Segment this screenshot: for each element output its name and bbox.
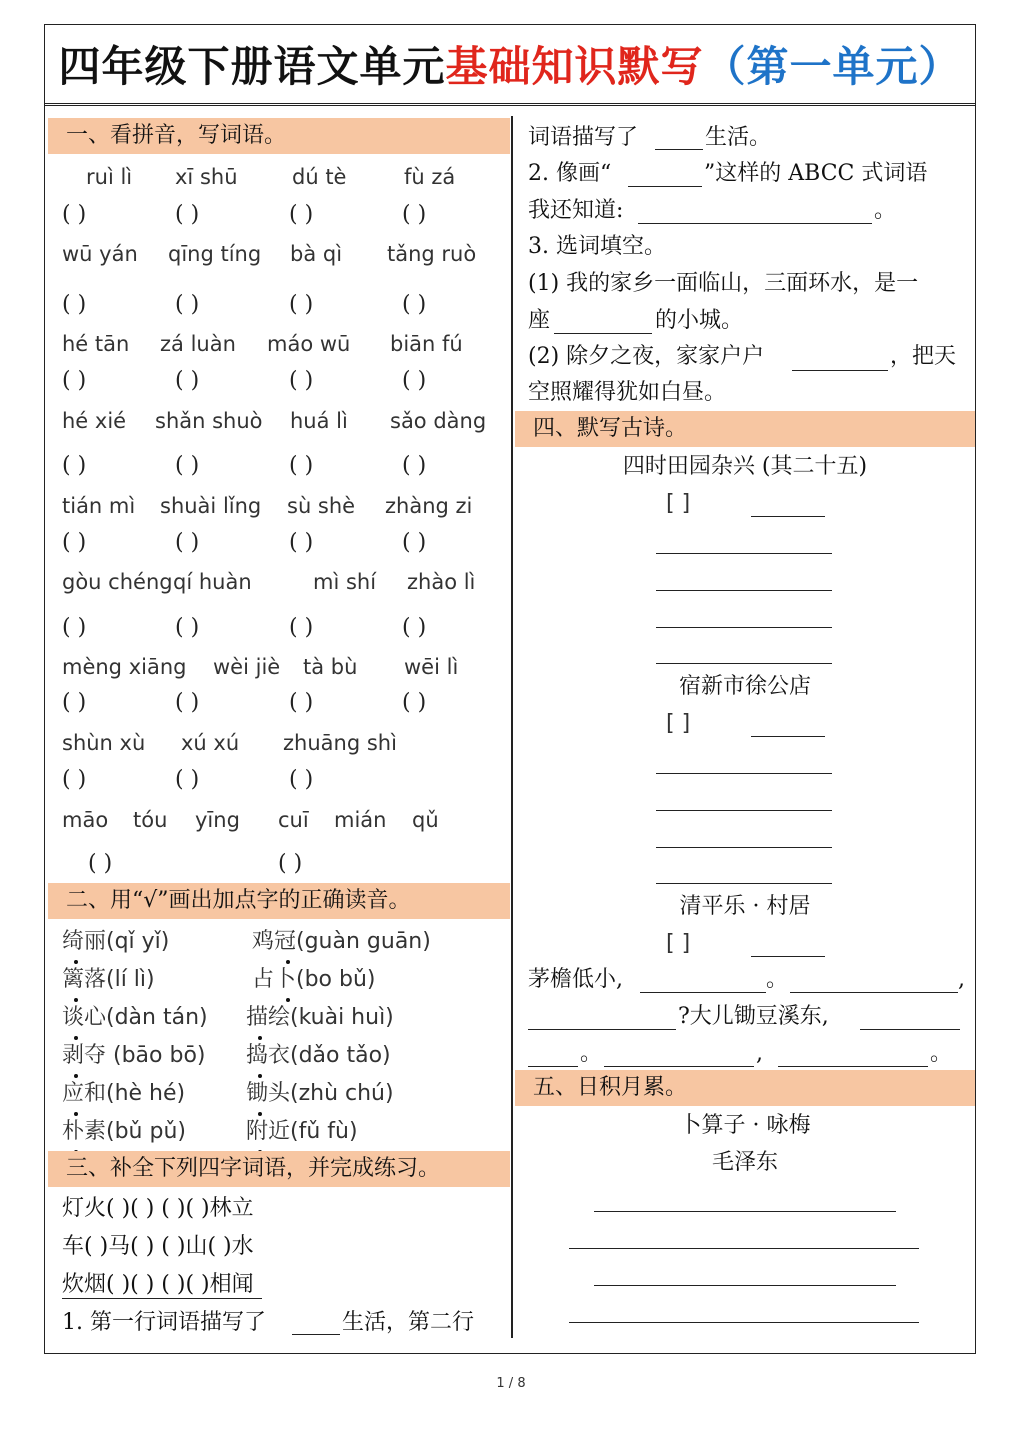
question-3-1-text-c: 的小城。: [655, 308, 744, 333]
section-5-heading: 五、日积月累。: [515, 1070, 975, 1106]
blank-line[interactable]: [656, 553, 832, 554]
pinyin-label: sù shè: [287, 494, 356, 518]
title-part-3: （第一单元）: [703, 41, 962, 91]
poem-4-title: 卜算子 · 咏梅: [679, 1113, 811, 1138]
pinyin-label: wū yán: [62, 242, 138, 266]
blank-line[interactable]: [751, 516, 825, 517]
idiom-row-1: 灯火( )( ) ( )( )林立: [62, 1196, 254, 1221]
pinyin-label: wēi lì: [404, 655, 459, 679]
pronunciation-item: 描绘(kuài huì): [246, 1005, 394, 1030]
pinyin-label: shuài lǐng: [160, 494, 262, 518]
blank-line[interactable]: [292, 1334, 340, 1335]
pinyin-label: zhào lì: [407, 570, 476, 594]
question-2-text-a: 2. 像画“: [528, 161, 612, 186]
blank-line[interactable]: [656, 590, 832, 591]
pronunciation-item: 附近(fǔ fù): [246, 1119, 358, 1144]
emphasis-dot: [74, 998, 78, 1002]
blank-line[interactable]: [594, 1211, 896, 1212]
pronunciation-item: 朴素(bǔ pǔ): [62, 1119, 186, 1144]
answer-parentheses[interactable]: ( ): [175, 615, 200, 640]
answer-parentheses[interactable]: ( ): [62, 292, 87, 317]
pinyin-label: huá lì: [290, 409, 348, 433]
poem-1-title: 四时田园杂兴 (其二十五): [622, 454, 868, 479]
answer-parentheses[interactable]: ( ): [402, 690, 427, 715]
emphasis-dot: [286, 960, 290, 964]
answer-parentheses[interactable]: ( ): [289, 690, 314, 715]
answer-parentheses[interactable]: ( ): [62, 615, 87, 640]
answer-parentheses[interactable]: ( ): [175, 530, 200, 555]
pronunciation-item: 剥夺 (bāo bō): [62, 1043, 206, 1068]
answer-parentheses[interactable]: ( ): [175, 368, 200, 393]
pronunciation-item: 捣衣(dǎo tǎo): [246, 1043, 391, 1068]
emphasis-dot: [258, 1074, 262, 1078]
poem-4-author: 毛泽东: [711, 1150, 778, 1175]
pinyin-label: máo wū: [267, 332, 351, 356]
answer-parentheses[interactable]: ( ): [289, 368, 314, 393]
pinyin-label: dú tè: [292, 165, 347, 189]
answer-parentheses[interactable]: ( ): [62, 453, 87, 478]
blank-line[interactable]: [656, 663, 832, 664]
pinyin-label: tà bù: [303, 655, 358, 679]
pinyin-label: tián mì: [62, 494, 136, 518]
pinyin-label: māo: [62, 808, 109, 832]
pinyin-label: zá luàn: [160, 332, 236, 356]
answer-parentheses[interactable]: ( ): [175, 690, 200, 715]
pinyin-label: qīng tíng: [168, 242, 262, 266]
pinyin-label: tóu: [133, 808, 168, 832]
question-3-2-text-b: ，把天: [890, 344, 957, 369]
answer-parentheses[interactable]: ( ): [402, 530, 427, 555]
pinyin-label: fù zá: [404, 165, 456, 189]
blank-line[interactable]: [528, 1029, 676, 1030]
pinyin-label: mián: [334, 808, 387, 832]
section-2-heading: 二、用“√”画出加点字的正确读音。: [48, 883, 510, 919]
page-number: 1 / 8: [496, 1376, 526, 1391]
section-1-heading: 一、看拼音，写词语。: [48, 118, 510, 154]
question-2-text-b: ”这样的 ABCC 式词语: [704, 161, 928, 186]
question-2-text-d: 。: [874, 198, 897, 223]
answer-parentheses[interactable]: ( ): [175, 292, 200, 317]
pinyin-label: shǎn shuò: [155, 409, 263, 433]
pinyin-label: shùn xù: [62, 731, 146, 755]
answer-parentheses[interactable]: ( ): [289, 202, 314, 227]
question-1-text-d: 生活。: [705, 125, 772, 150]
blank-line[interactable]: [860, 1029, 960, 1030]
answer-parentheses[interactable]: ( ): [175, 767, 200, 792]
pronunciation-item: 绮丽(qǐ yǐ): [62, 929, 170, 954]
pinyin-label: tǎng ruò: [387, 242, 477, 266]
blank-line[interactable]: [656, 883, 832, 884]
pinyin-label: bà qì: [290, 242, 343, 266]
pronunciation-item: 应和(hè hé): [62, 1081, 186, 1106]
pinyin-label: ruì lì: [86, 165, 133, 189]
blank-line[interactable]: [790, 992, 958, 993]
pinyin-label: zhàng zi: [385, 494, 473, 518]
answer-parentheses[interactable]: ( ): [402, 368, 427, 393]
pinyin-label: yīng: [195, 808, 240, 832]
emphasis-dot: [74, 1036, 78, 1040]
answer-parentheses[interactable]: ( ): [62, 530, 87, 555]
blank-line[interactable]: [640, 992, 766, 993]
blank-line[interactable]: [638, 223, 872, 224]
answer-parentheses[interactable]: ( ): [62, 202, 87, 227]
author-bracket: [ ]: [666, 711, 691, 736]
poem-3-line-1-c: ,: [958, 967, 965, 992]
poem-3-line-1-a: 茅檐低小,: [528, 967, 623, 992]
author-bracket: [ ]: [666, 491, 691, 516]
question-3-1-text-a: (1) 我的家乡一面临山，三面环水，是一: [528, 271, 919, 296]
pinyin-label: qí huàn: [173, 570, 252, 594]
question-3-1-text-b: 座: [528, 308, 551, 333]
poem-2-title: 宿新市徐公店: [678, 674, 811, 699]
pinyin-label: xī shū: [175, 165, 238, 189]
answer-parentheses[interactable]: ( ): [402, 292, 427, 317]
answer-parentheses[interactable]: ( ): [289, 530, 314, 555]
poem-3-line-3-a: 。: [580, 1041, 603, 1066]
blank-line[interactable]: [655, 149, 703, 150]
idiom-row-2: 车( )马( ) ( )山( )水: [62, 1234, 254, 1259]
answer-parentheses[interactable]: ( ): [289, 453, 314, 478]
blank-line[interactable]: [554, 333, 652, 334]
column-divider: [511, 116, 513, 1338]
pinyin-label: gòu chéng: [62, 570, 173, 594]
answer-parentheses[interactable]: ( ): [278, 851, 303, 876]
answer-parentheses[interactable]: ( ): [175, 453, 200, 478]
blank-line[interactable]: [569, 1248, 919, 1249]
blank-line[interactable]: [628, 186, 702, 187]
pinyin-label: zhuāng shì: [283, 731, 397, 755]
blank-line[interactable]: [656, 773, 832, 774]
pinyin-label: sǎo dàng: [390, 409, 487, 433]
pinyin-label: cuī: [278, 808, 309, 832]
answer-parentheses[interactable]: ( ): [289, 615, 314, 640]
answer-parentheses[interactable]: ( ): [88, 851, 113, 876]
underline: [62, 1298, 262, 1299]
title-part-2: 基础知识默写: [445, 41, 704, 91]
emphasis-dot: [74, 960, 78, 964]
emphasis-dot: [258, 1036, 262, 1040]
blank-line[interactable]: [594, 1285, 896, 1286]
answer-parentheses[interactable]: ( ): [62, 368, 87, 393]
answer-parentheses[interactable]: ( ): [402, 453, 427, 478]
blank-line[interactable]: [656, 847, 832, 848]
poem-3-line-3-b: ,: [756, 1041, 763, 1066]
poem-3-line-2: ?大儿锄豆溪东,: [678, 1004, 829, 1029]
blank-line[interactable]: [569, 1322, 919, 1323]
emphasis-dot: [74, 1112, 78, 1116]
answer-parentheses[interactable]: ( ): [402, 615, 427, 640]
answer-parentheses[interactable]: ( ): [175, 202, 200, 227]
blank-line[interactable]: [528, 1066, 578, 1067]
poem-3-line-1-b: 。: [766, 967, 789, 992]
blank-line[interactable]: [656, 810, 832, 811]
pinyin-label: qǔ: [412, 808, 439, 832]
question-1-text-a: 1. 第一行词语描写了: [62, 1310, 266, 1335]
blank-line[interactable]: [751, 956, 825, 957]
poem-3-line-3-c: 。: [930, 1041, 953, 1066]
pronunciation-item: 谈心(dàn tán): [62, 1005, 208, 1030]
question-1-text-c: 词语描写了: [528, 125, 639, 150]
pinyin-label: xú xú: [181, 731, 240, 755]
blank-line[interactable]: [604, 1066, 754, 1067]
pinyin-label: hé xié: [62, 409, 127, 433]
answer-parentheses[interactable]: ( ): [289, 292, 314, 317]
answer-parentheses[interactable]: ( ): [62, 690, 87, 715]
page-title: [58, 34, 961, 94]
blank-line[interactable]: [792, 370, 888, 371]
question-3-2-text-a: (2) 除夕之夜，家家户户: [528, 344, 765, 369]
question-3-title: 3. 选词填空。: [528, 234, 666, 259]
answer-parentheses[interactable]: ( ): [289, 767, 314, 792]
question-3-2-text-c: 空照耀得犹如白昼。: [528, 380, 727, 405]
pronunciation-item: 篱落(lí lì): [62, 967, 155, 992]
blank-line[interactable]: [656, 627, 832, 628]
blank-line[interactable]: [778, 1066, 928, 1067]
pinyin-label: wèi jiè: [213, 655, 281, 679]
poem-3-title: 清平乐 · 村居: [679, 894, 811, 919]
answer-parentheses[interactable]: ( ): [62, 767, 87, 792]
title-part-1: 四年级下册语文单元: [58, 41, 446, 91]
pronunciation-item: 占卜(bo bǔ): [252, 967, 376, 992]
pinyin-label: hé tān: [62, 332, 130, 356]
title-box: [44, 24, 976, 106]
pinyin-label: biān fú: [390, 332, 463, 356]
emphasis-dot: [258, 1112, 262, 1116]
answer-parentheses[interactable]: ( ): [402, 202, 427, 227]
emphasis-dot: [74, 1074, 78, 1078]
pinyin-label: mì shí: [313, 570, 377, 594]
emphasis-dot: [286, 998, 290, 1002]
question-2-text-c: 我还知道:: [528, 198, 624, 223]
question-1-text-b: 生活，第二行: [342, 1310, 475, 1335]
pronunciation-item: 鸡冠(guàn guān): [252, 929, 431, 954]
idiom-row-3: 炊烟( )( ) ( )( )相闻: [62, 1272, 254, 1297]
section-4-heading: 四、默写古诗。: [515, 411, 975, 447]
pinyin-label: mèng xiāng: [62, 655, 187, 679]
section-3-heading: 三、补全下列四字词语，并完成练习。: [48, 1151, 510, 1187]
pronunciation-item: 锄头(zhù chú): [246, 1081, 394, 1106]
author-bracket: [ ]: [666, 931, 691, 956]
blank-line[interactable]: [751, 736, 825, 737]
